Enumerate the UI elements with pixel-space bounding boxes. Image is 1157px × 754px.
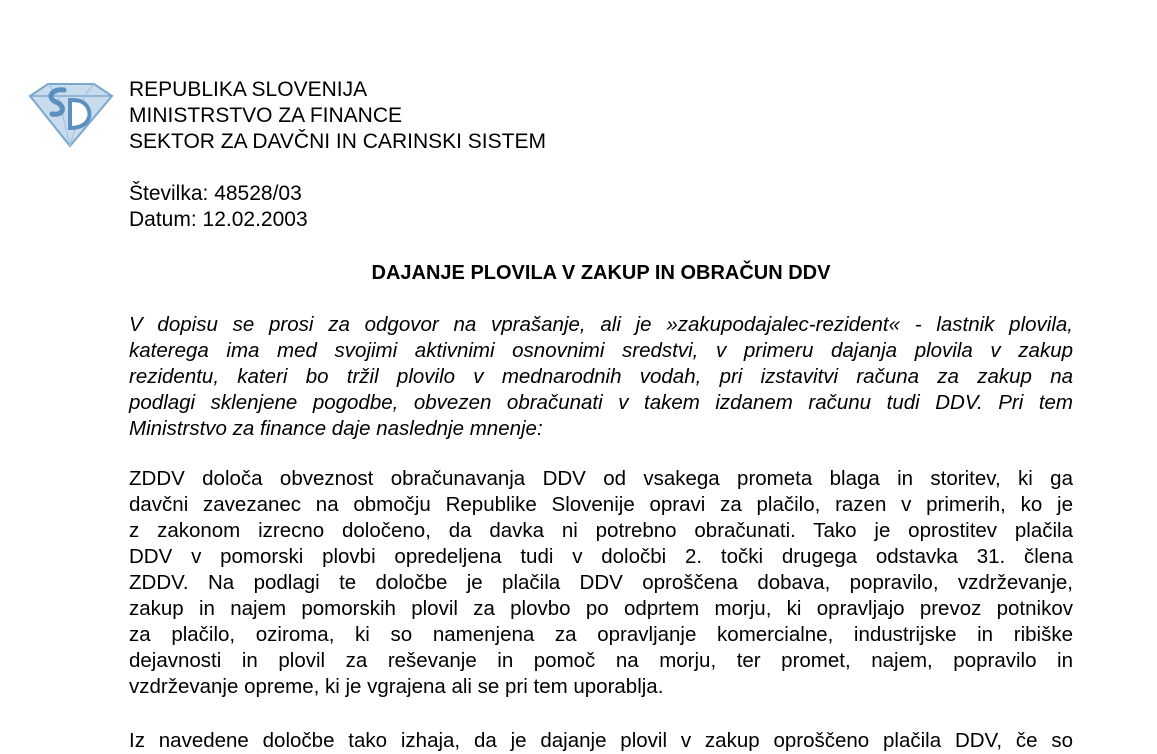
text-line: Ministrstvo za finance daje naslednje mnenje: <box>129 417 543 440</box>
text-line: za plačilo, oziroma, ki so namenjena za opravljanje komercialne, industrijske in ribiške <box>129 623 1073 646</box>
text-line: DDV v pomorski plovbi opredeljena tudi v določbi 2. točki drugega odstavka 31. člena <box>129 545 1073 568</box>
text-line: Iz navedene določbe tako izhaja, da je dajanje plovil v zakup oproščeno plačila DDV, če so <box>129 729 1073 752</box>
text-line: davčni zavezanec na območju Republike Slovenije opravi za plačilo, razen v primerih, ko je <box>129 493 1073 516</box>
body-paragraph-2 <box>129 728 1073 754</box>
text-line: ZDDV določa obveznost obračunavanja DDV od vsakega prometa blaga in storitev, ki ga <box>129 467 1073 490</box>
document-meta <box>129 181 308 233</box>
text-line: zakup in najem pomorskih plovil za plovbo po odprtem morju, ki opravljajo prevoz potnikov <box>129 597 1073 620</box>
letterhead <box>129 77 546 155</box>
document-date: Datum: 12.02.2003 <box>129 208 308 231</box>
body-paragraph-1 <box>129 466 1073 700</box>
letterhead-country: REPUBLIKA SLOVENIJA <box>129 78 368 101</box>
intro-paragraph <box>129 312 1073 442</box>
text-line: podlagi sklenjene pogodbe, obvezen obračunati v takem izdanem računu tudi DDV. Pri tem <box>129 391 1073 414</box>
text-line: rezidentu, kateri bo tržil plovilo v mednarodnih vodah, pri izstavitvi računa za zakup na <box>129 365 1073 388</box>
text-line: z zakonom izrecno določeno, da davka ni potrebno obračunati. Tako je oprostitev plačila <box>129 519 1073 542</box>
letterhead-sector: SEKTOR ZA DAVČNI IN CARINSKI SISTEM <box>129 130 546 153</box>
letterhead-ministry: MINISTRSTVO ZA FINANCE <box>129 104 403 127</box>
text-line: dejavnosti in plovil za reševanje in pomoč na morju, ter promet, najem, popravilo in <box>129 649 1073 672</box>
text-line: ZDDV. Na podlagi te določbe je plačila DDV oproščena dobava, popravilo, vzdrževanje, <box>129 571 1073 594</box>
document-title: DAJANJE PLOVILA V ZAKUP IN OBRAČUN DDV <box>371 262 831 284</box>
ministry-logo-icon <box>26 78 114 150</box>
document-number: Številka: 48528/03 <box>129 182 302 205</box>
text-line: V dopisu se prosi za odgovor na vprašanje, ali je »zakupodajalec-rezident« - lastnik plovila, <box>129 313 1073 336</box>
text-line: katerega ima med svojimi aktivnimi osnovnimi sredstvi, v primeru dajanja plovila v zakup <box>129 339 1073 362</box>
text-line: vzdrževanje opreme, ki je vgrajena ali se pri tem uporablja. <box>129 675 664 698</box>
